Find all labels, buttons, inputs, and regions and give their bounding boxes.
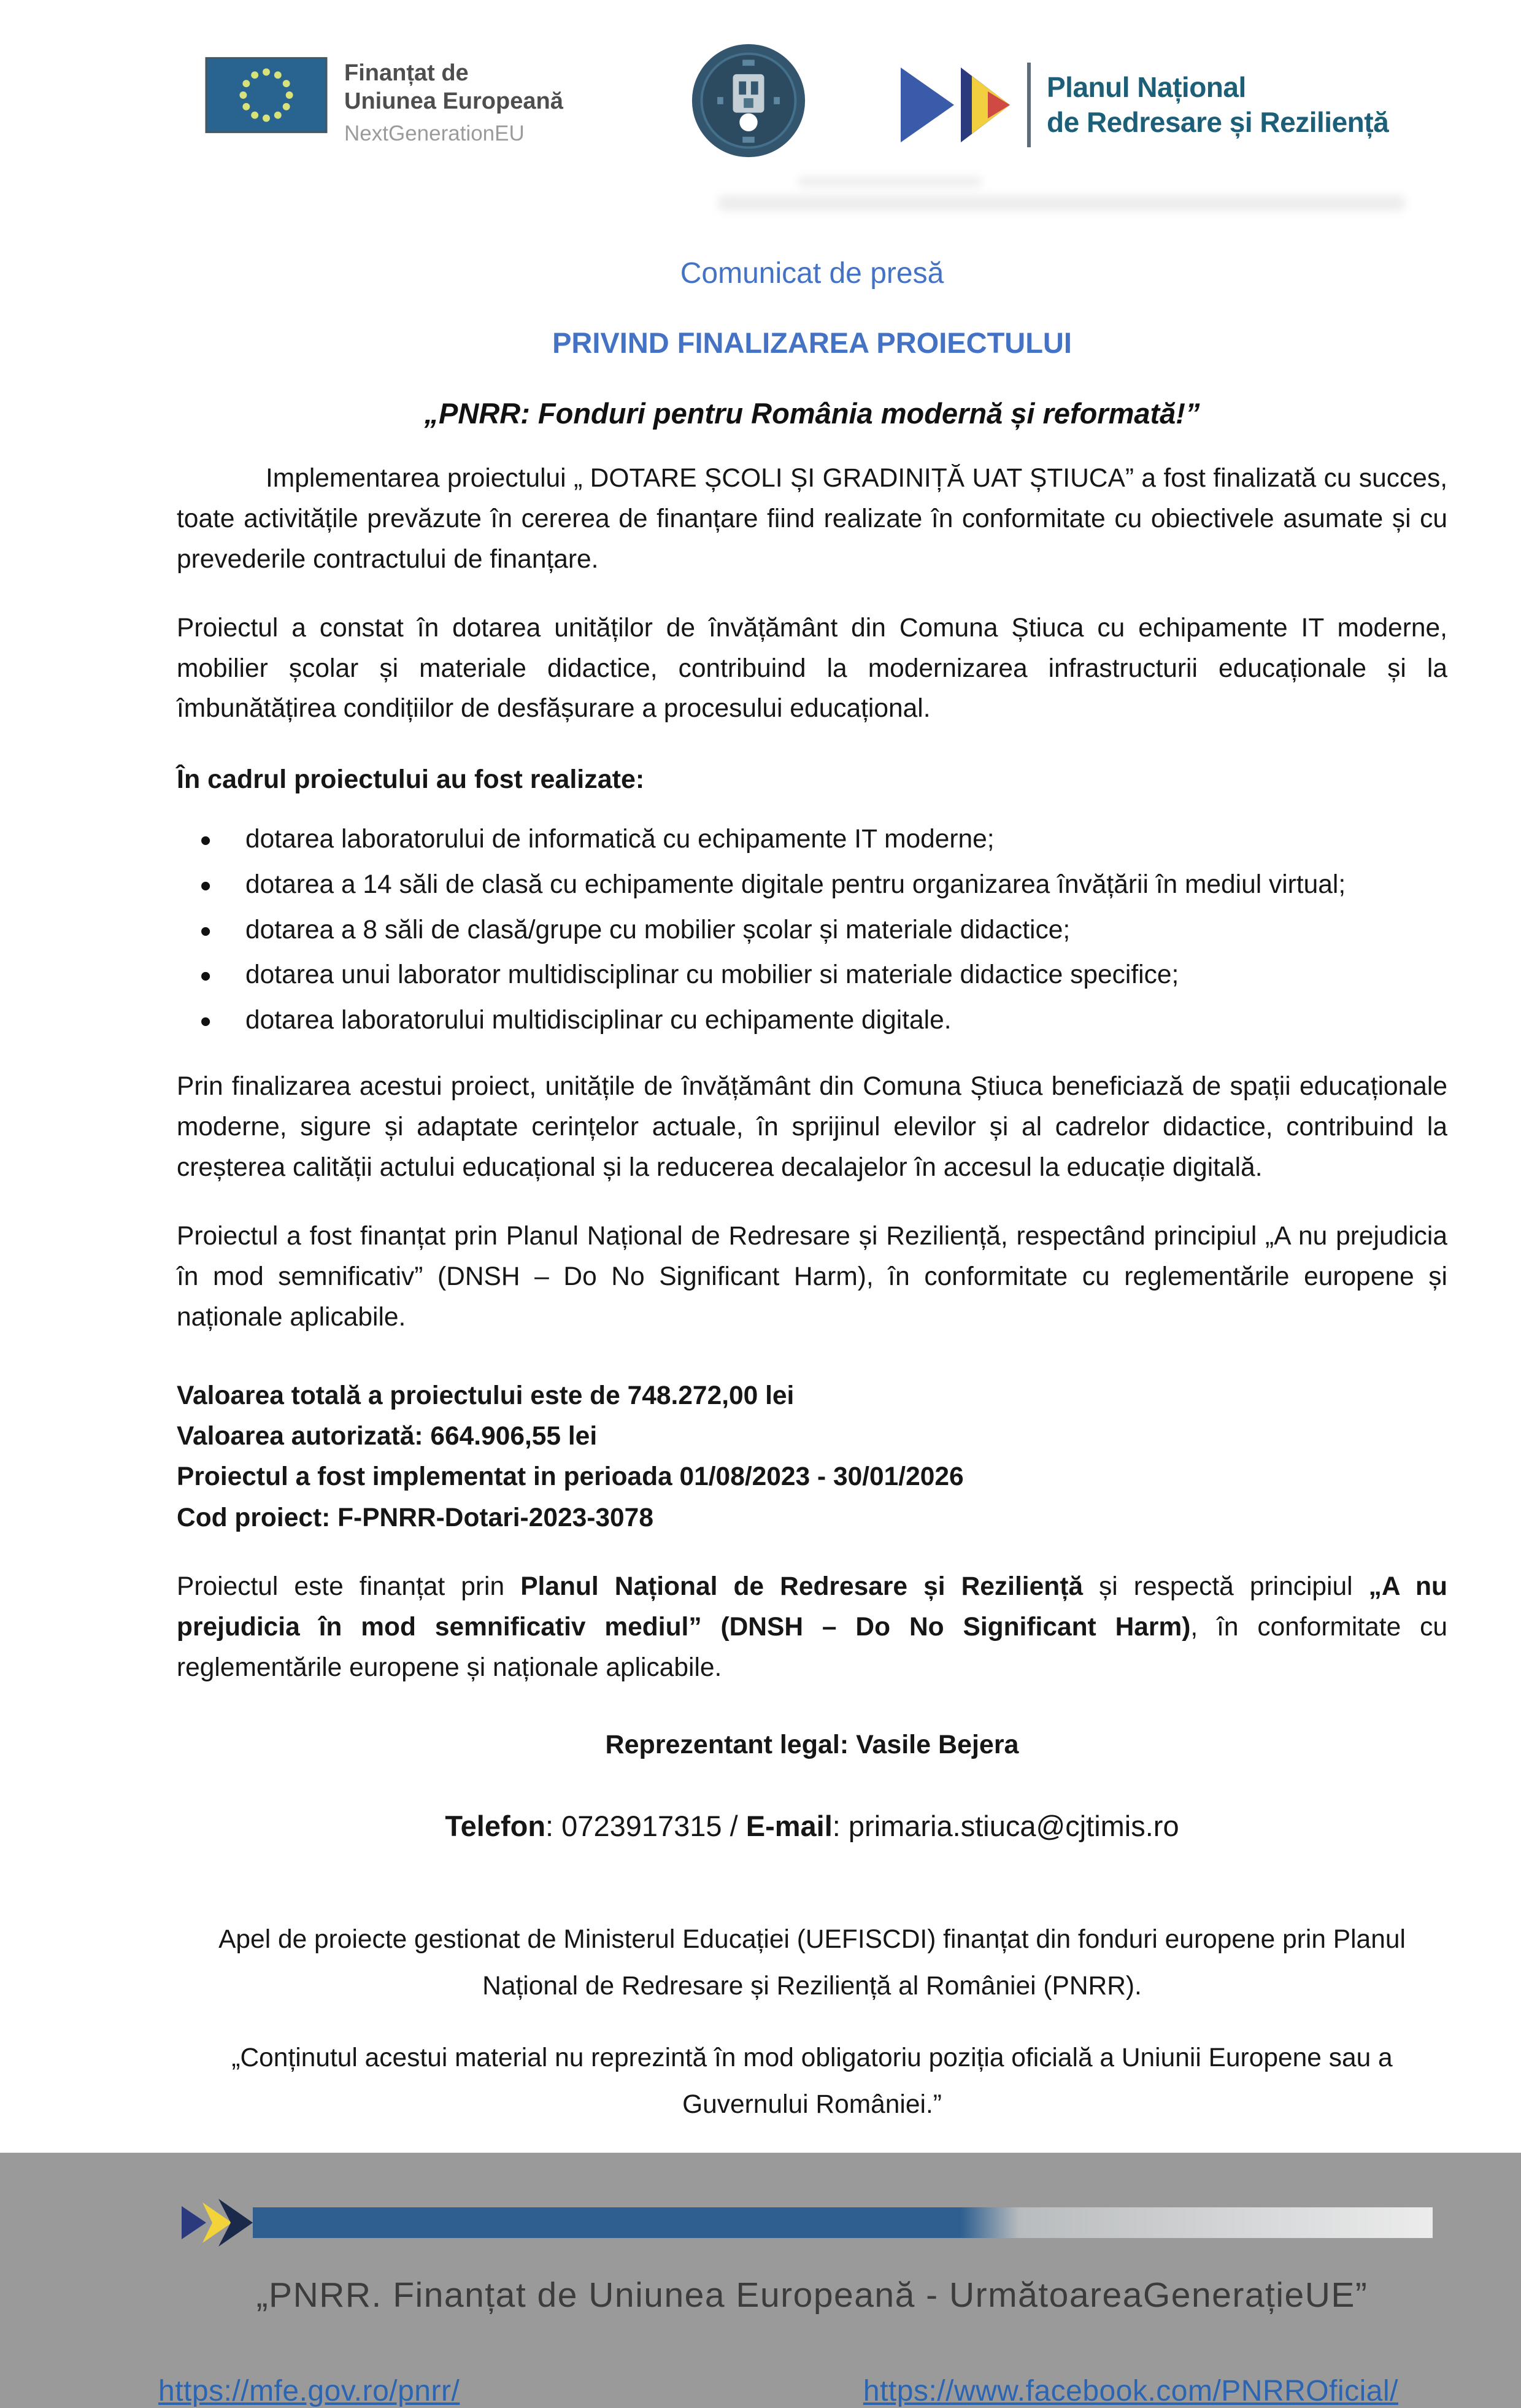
logo-header [0,0,1521,184]
eu-logo-line2: Uniunea Europeană [344,88,563,115]
list-item: • dotarea unui laborator multidisciplinar cu mobilier si materiale didactice specifice; [245,957,1447,994]
project-motto: „PNRR: Fonduri pentru România modernă și reformată!” [424,397,1200,430]
footer-note-disclaimer: „Conținutul acestui material nu reprezintă în mod obligatoriu poziția oficială a Uniunii Europene sau a Guvernului României.” [231,2043,1393,2120]
pnrr-banner [180,2198,1447,2254]
eu-funding-logo [206,56,563,147]
legal-representative: Reprezentant legal: Vasile Bejera [605,1729,1019,1759]
paragraph-project-scope: Proiectul a constat în dotarea unităților de învățământ din Comuna Știuca cu echipamente IT moderne, mobilier școlar și materiale didactice, contribuind la modernizarea infrastructurii educaționale și la îmbunătățirea condițiilor de desfășurare a procesului educațional. [177,613,1447,724]
contact-line [177,1809,1447,1843]
banner-bar [253,2207,1433,2238]
list-item: • dotarea laboratorului multidisciplinar cu echipamente digitale. [245,1003,1447,1039]
scan-artifact [718,195,1405,211]
financing-dnsh-bold: „A nu prejudicia în mod semnificativ mediul” (DNSH – Do No Significant Harm) [177,1572,1447,1642]
eu-logo-text [344,56,563,147]
pnrr-logo-line1: Planul Național [1047,71,1246,103]
page-title: PRIVIND FINALIZAREA PROIECTULUI [552,326,1072,359]
fact-authorized-value: Valoarea autorizată: 664.906,55 lei [177,1422,598,1451]
fact-total-value: Valoarea totală a proiectului este de 748.272,00 lei [177,1381,795,1410]
eu-logo-line3: NextGenerationEU [344,121,525,145]
banner-caption: „PNRR. Finanțat de Uniunea Europeană - UrmătoareaGenerațieUE” [256,2275,1368,2315]
footer-links [158,2374,1441,2408]
eu-logo-line1: Finanțat de [344,60,469,86]
paragraph-implementation: Implementarea proiectului „ DOTARE ȘCOLI ȘI GRADINIȚĂ UAT ȘTIUCA” a fost finalizată cu succes, toate activitățile prevăzute în cererea de finanțare fiind realizate în conformitate cu obiectivele asumate și cu prevederile contractului de finanțare. [177,464,1447,574]
financing-text: și respectă principiul [1083,1572,1369,1601]
phone-label: Telefon [445,1809,546,1842]
pnrr-logo [896,59,1388,151]
paragraph-dnsh: Proiectul a fost finanțat prin Planul Național de Redresare și Reziliență, respectând principiul „A nu prejudicia în mod semnificativ” (DNSH – Do No Significant Harm), în conformitate cu reglementările europene și naționale aplicabile. [177,1222,1447,1332]
pnrr-logo-line2: de Redresare și Reziliență [1047,106,1389,138]
government-seal-logo [688,41,809,161]
document-content [0,257,1521,2408]
scan-artifact [798,177,982,187]
pnrr-logo-divider [1027,63,1031,147]
pnrr-arrows-icon [896,59,1018,151]
list-item: • dotarea a 8 săli de clasă/grupe cu mobilier școlar și materiale didactice; [245,913,1447,949]
footer-note-call: Apel de proiecte gestionat de Ministerul Educației (UEFISCDI) finanțat din fonduri europene prin Planul Național de Redresare și Reziliență al României (PNRR). [218,1924,1406,2001]
email-value: : primaria.stiuca@cjtimis.ro [832,1809,1179,1842]
list-item: • dotarea laboratorului de informatică cu echipamente IT moderne; [245,822,1447,858]
link-mfe-pnrr[interactable]: https://mfe.gov.ro/pnrr/ [158,2374,460,2407]
list-item: • dotarea a 14 săli de clasă cu echipamente digitale pentru organizarea învățării în mediul virtual; [245,867,1447,903]
phone-value: : 0723917315 / [545,1809,746,1842]
financing-text: , în conformitate cu reglementările europene și naționale aplicabile. [177,1612,1447,1682]
pnrr-logo-text [1047,70,1388,140]
financing-text: Proiectul este finanțat prin [177,1572,521,1601]
financing-pnrr-bold: Planul Național de Redresare și Reziliență [520,1572,1083,1601]
government-seal-icon [688,41,809,161]
email-label: E-mail [745,1809,833,1842]
achievements-list [177,822,1447,1038]
fact-project-code: Cod proiect: F-PNRR-Dotari-2023-3078 [177,1503,653,1532]
link-facebook-pnrr[interactable]: https://www.facebook.com/PNRROficial/ [863,2374,1398,2407]
project-facts [177,1376,1447,1538]
paragraph-benefits: Prin finalizarea acestui proiect, unitățile de învățământ din Comuna Știuca beneficiază de spații educaționale moderne, sigure și adaptate cerințelor actuale, în sprijinul elevilor și al cadrelor didactice, contribuind la creșterea calității actului educațional și la reducerea decalajelor în accesul la educație digitală. [177,1072,1447,1183]
fact-implementation-period: Proiectul a fost implementat in perioada 01/08/2023 - 30/01/2026 [177,1462,964,1492]
eu-flag-icon [206,56,327,134]
achievements-heading: În cadrul proiectului au fost realizate: [177,765,645,795]
press-release-kicker: Comunicat de presă [680,257,944,290]
paragraph-financing [177,1567,1447,1688]
